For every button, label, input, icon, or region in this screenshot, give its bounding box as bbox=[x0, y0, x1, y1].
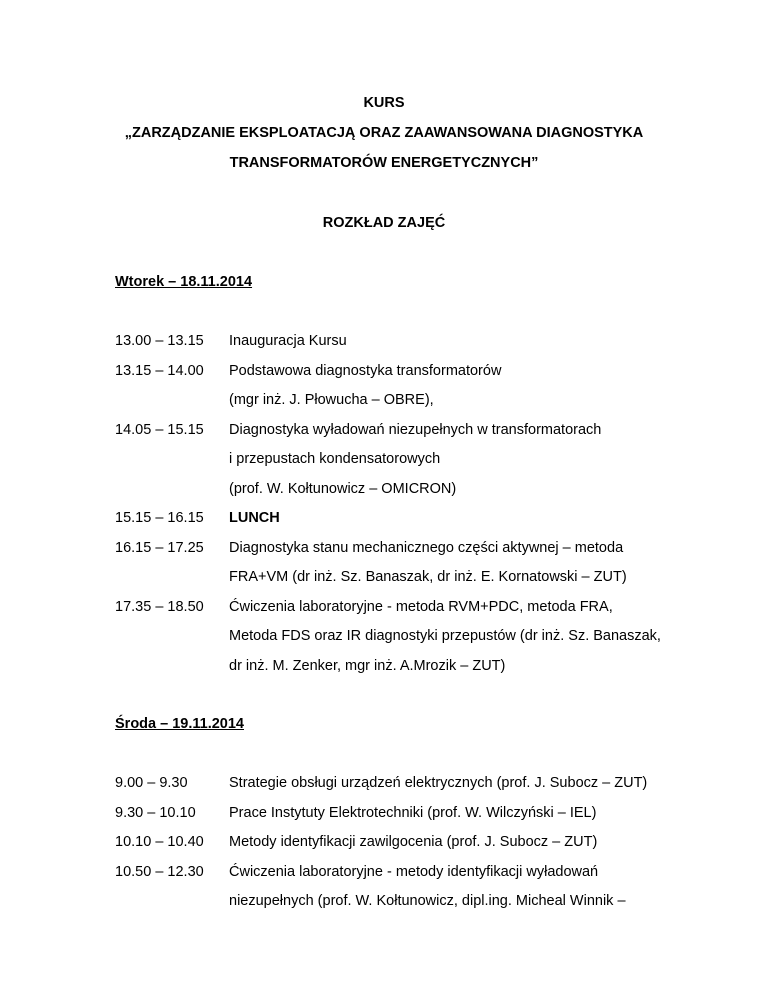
course-title-line-1: „ZARZĄDZANIE EKSPLOATACJĄ ORAZ ZAAWANSOWANA DIAGNOSTYKA bbox=[124, 125, 644, 141]
entry-description: i przepustach kondensatorowych bbox=[229, 451, 441, 467]
entry-description: (prof. W. Kołtunowicz – OMICRON) bbox=[229, 481, 457, 497]
entry-description: niezupełnych (prof. W. Kołtunowicz, dipl.ing. Micheal Winnik – bbox=[229, 893, 626, 909]
day-heading-wednesday: Środa – 19.11.2014 bbox=[115, 716, 244, 732]
entry-description: FRA+VM (dr inż. Sz. Banaszak, dr inż. E. Kornatowski – ZUT) bbox=[229, 569, 627, 585]
entry-description: dr inż. M. Zenker, mgr inż. A.Mrozik – ZUT) bbox=[229, 658, 506, 674]
course-title-line-2: TRANSFORMATORÓW ENERGETYCZNYCH” bbox=[229, 155, 539, 171]
entry-description: Diagnostyka stanu mechanicznego części aktywnej – metoda bbox=[229, 540, 624, 556]
entry-time: 9.00 – 9.30 bbox=[115, 775, 188, 791]
entry-description: Inauguracja Kursu bbox=[229, 333, 347, 349]
entry-time: 17.35 – 18.50 bbox=[115, 599, 204, 615]
entry-time: 10.10 – 10.40 bbox=[115, 834, 204, 850]
day-heading-tuesday: Wtorek – 18.11.2014 bbox=[115, 274, 253, 290]
entry-description: Podstawowa diagnostyka transformatorów bbox=[229, 363, 502, 379]
entry-time: 16.15 – 17.25 bbox=[115, 540, 204, 556]
entry-description: Strategie obsługi urządzeń elektrycznych (prof. J. Subocz – ZUT) bbox=[229, 775, 648, 791]
entry-time: 13.15 – 14.00 bbox=[115, 363, 204, 379]
entry-time: 10.50 – 12.30 bbox=[115, 864, 204, 880]
entry-description: Prace Instytuty Elektrotechniki (prof. W. Wilczyński – IEL) bbox=[229, 805, 597, 821]
entry-description: Ćwiczenia laboratoryjne - metoda RVM+PDC, metoda FRA, bbox=[229, 599, 613, 615]
entry-description: Diagnostyka wyładowań niezupełnych w transformatorach bbox=[229, 422, 602, 438]
entry-description: (mgr inż. J. Płowucha – OBRE), bbox=[229, 392, 434, 408]
entry-time: 15.15 – 16.15 bbox=[115, 510, 204, 526]
entry-description: Ćwiczenia laboratoryjne - metody identyfikacji wyładowań bbox=[229, 864, 599, 880]
entry-time: 9.30 – 10.10 bbox=[115, 805, 196, 821]
schedule-title: ROZKŁAD ZAJĘĆ bbox=[322, 215, 446, 231]
entry-time: 14.05 – 15.15 bbox=[115, 422, 204, 438]
entry-description: Metody identyfikacji zawilgocenia (prof. J. Subocz – ZUT) bbox=[229, 834, 598, 850]
entry-description: Metoda FDS oraz IR diagnostyki przepustów (dr inż. Sz. Banaszak, bbox=[229, 628, 661, 644]
course-label: KURS bbox=[363, 95, 405, 111]
entry-description: LUNCH bbox=[229, 510, 280, 526]
entry-time: 13.00 – 13.15 bbox=[115, 333, 204, 349]
